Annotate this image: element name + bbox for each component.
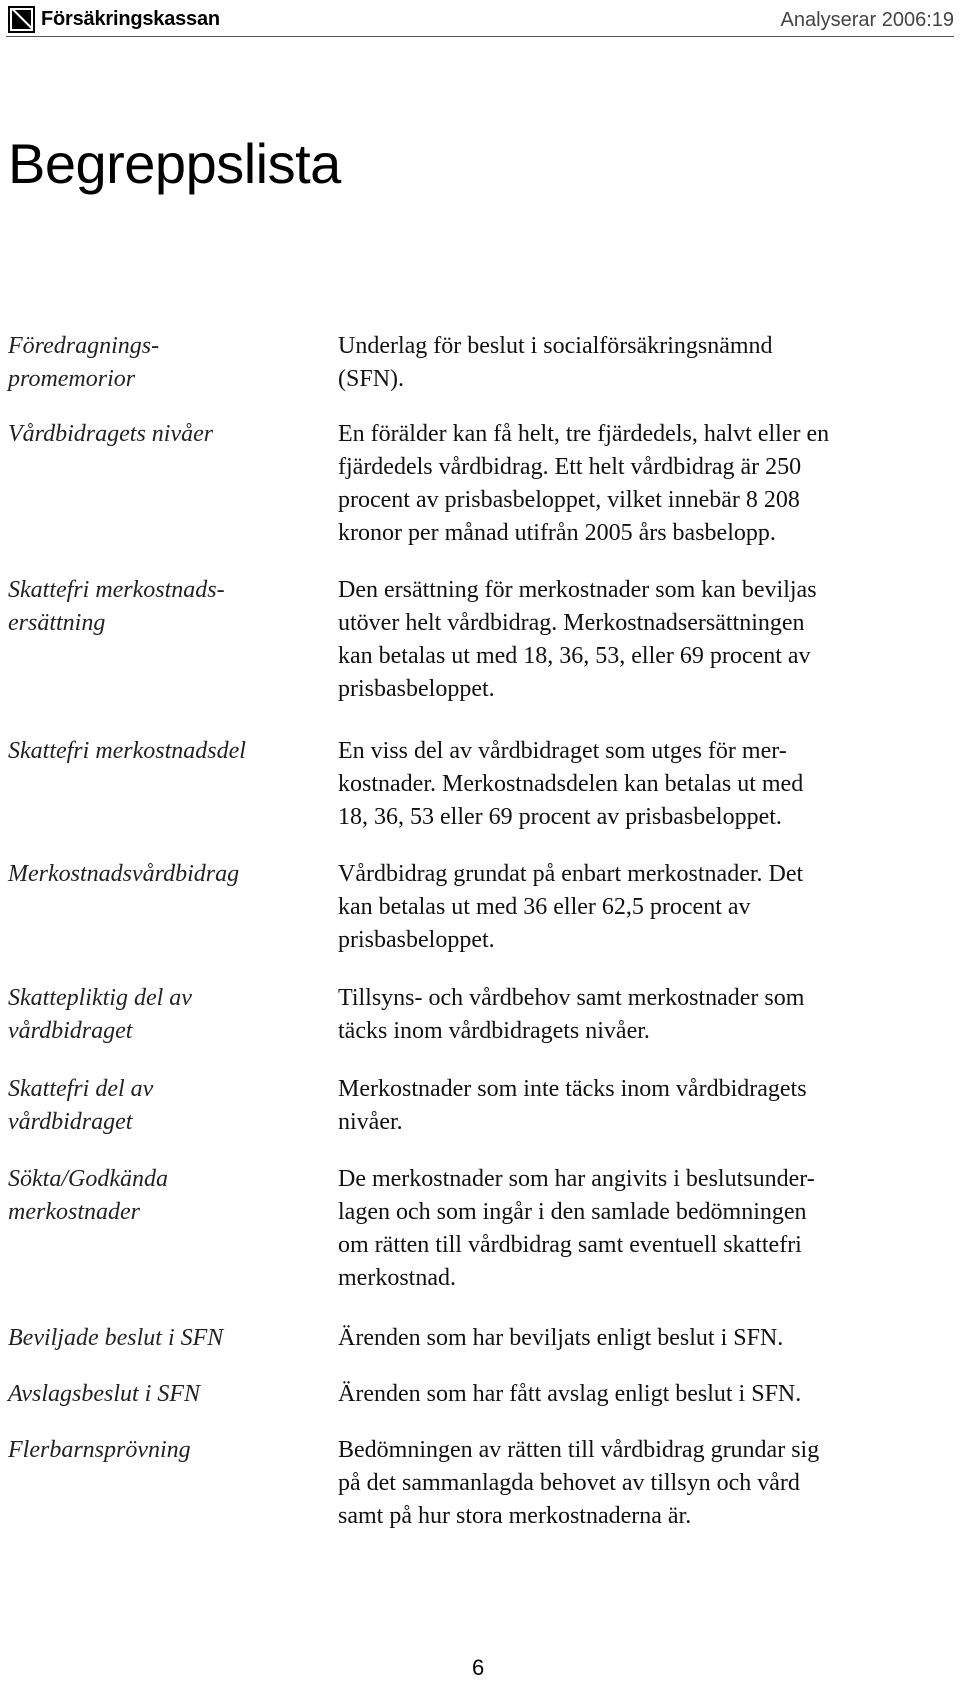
definition-line: procent av prisbasbeloppet, vilket innebär 8 208 [338, 487, 800, 513]
glossary-term [8, 858, 308, 891]
glossary-term [8, 1378, 308, 1411]
term-line: ersättning [8, 610, 106, 636]
glossary-definition [338, 1434, 948, 1533]
glossary-term [8, 330, 308, 396]
glossary-definition [338, 735, 948, 834]
definition-line: utöver helt vårdbidrag. Merkostnadsersättningen [338, 610, 805, 636]
term-line: promemorior [8, 366, 136, 392]
term-line: Skattefri merkostnadsdel [8, 738, 246, 764]
definition-line: prisbasbeloppet. [338, 676, 495, 702]
term-line: Föredragnings- [8, 333, 160, 359]
term-line: Sökta/Godkända [8, 1166, 168, 1192]
definition-line: prisbasbeloppet. [338, 927, 495, 953]
glossary-definition [338, 418, 948, 550]
term-line: Skattepliktig del av [8, 985, 192, 1011]
glossary-definition [338, 1322, 948, 1355]
definition-line: merkostnad. [338, 1265, 456, 1291]
page-header [8, 2, 954, 36]
definition-line: om rätten till vårdbidrag samt eventuell skattefri [338, 1232, 802, 1258]
logo-text: Försäkringskassan [41, 7, 220, 30]
term-line: Skattefri merkostnads- [8, 577, 225, 603]
term-line: vårdbidraget [8, 1018, 133, 1044]
definition-line: nivåer. [338, 1109, 403, 1135]
document-reference: Analyserar 2006:19 [780, 9, 954, 31]
definition-line: fjärdedels vårdbidrag. Ett helt vårdbidrag är 250 [338, 454, 802, 480]
glossary-term [8, 1073, 308, 1139]
term-line: Merkostnadsvårdbidrag [8, 861, 240, 887]
page-number: 6 [472, 1655, 485, 1680]
definition-line: En viss del av vårdbidraget som utges för mer- [338, 738, 787, 764]
definition-line: kronor per månad utifrån 2005 års basbelopp. [338, 520, 776, 546]
definition-line: Ärenden som har beviljats enligt beslut i SFN. [338, 1325, 784, 1351]
definition-line: kan betalas ut med 36 eller 62,5 procent av [338, 894, 751, 920]
definition-line: Den ersättning för merkostnader som kan beviljas [338, 577, 817, 603]
glossary-definition [338, 1378, 948, 1411]
term-line: Beviljade beslut i SFN [8, 1325, 224, 1351]
definition-line: 18, 36, 53 eller 69 procent av prisbasbeloppet. [338, 804, 782, 830]
definition-line: täcks inom vårdbidragets nivåer. [338, 1018, 650, 1044]
glossary-term [8, 982, 308, 1048]
term-line: Avslagsbeslut i SFN [8, 1381, 200, 1407]
definition-line: Ärenden som har fått avslag enligt beslut i SFN. [338, 1381, 802, 1407]
glossary-term [8, 574, 308, 640]
glossary-term [8, 1322, 308, 1355]
definition-line: De merkostnader som har angivits i beslutsunder- [338, 1166, 815, 1192]
glossary-term [8, 418, 308, 451]
glossary-definition [338, 330, 948, 396]
term-line: Skattefri del av [8, 1076, 154, 1102]
term-line: Flerbarnsprövning [8, 1437, 191, 1463]
term-line: Vårdbidragets nivåer [8, 421, 214, 447]
definition-line: kostnader. Merkostnadsdelen kan betalas ut med [338, 771, 804, 797]
definition-line: på det sammanlagda behovet av tillsyn och vård [338, 1470, 800, 1496]
definition-line: En förälder kan få helt, tre fjärdedels, halvt eller en [338, 421, 830, 447]
glossary-definition [338, 1073, 948, 1139]
definition-line: lagen och som ingår i den samlade bedömningen [338, 1199, 807, 1225]
glossary-term [8, 735, 308, 768]
definition-line: Tillsyns- och vårdbehov samt merkostnader som [338, 985, 805, 1011]
header-divider [6, 36, 954, 37]
glossary-term [8, 1163, 308, 1229]
definition-line: Vårdbidrag grundat på enbart merkostnader. Det [338, 861, 804, 887]
definition-line: samt på hur stora merkostnaderna är. [338, 1503, 692, 1529]
glossary-definition [338, 574, 948, 706]
forsakringskassan-logo-icon [8, 6, 35, 33]
term-line: merkostnader [8, 1199, 140, 1225]
page-title: Begreppslista [8, 132, 341, 195]
term-line: vårdbidraget [8, 1109, 133, 1135]
definition-line: kan betalas ut med 18, 36, 53, eller 69 procent av [338, 643, 811, 669]
glossary-definition [338, 982, 948, 1048]
definition-line: Underlag för beslut i socialförsäkringsnämnd [338, 333, 773, 359]
logo [8, 4, 220, 34]
glossary-definition [338, 858, 948, 957]
definition-line: Bedömningen av rätten till vårdbidrag grundar sig [338, 1437, 820, 1463]
glossary-definition [338, 1163, 948, 1295]
glossary-term [8, 1434, 308, 1467]
definition-line: (SFN). [338, 366, 405, 392]
definition-line: Merkostnader som inte täcks inom vårdbidragets [338, 1076, 807, 1102]
